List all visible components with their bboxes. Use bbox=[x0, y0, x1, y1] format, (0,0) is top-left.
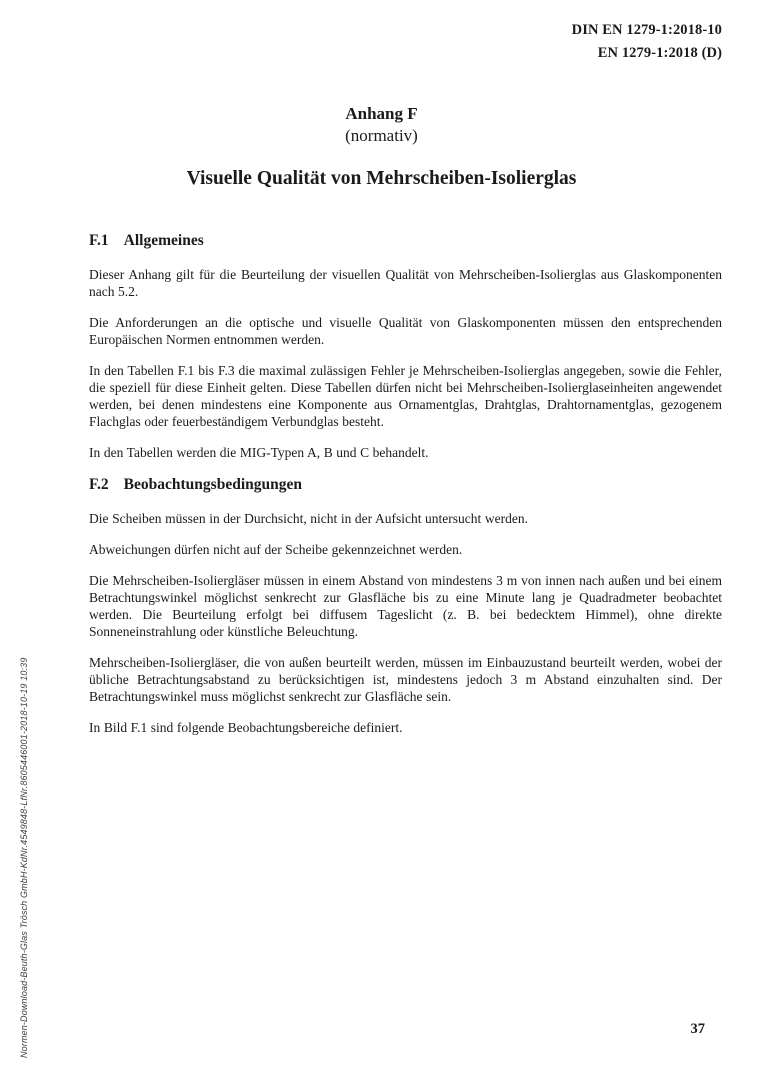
document-header bbox=[572, 19, 722, 65]
section-title: Allgemeines bbox=[123, 232, 204, 249]
paragraph: Die Scheiben müssen in der Durchsicht, nicht in der Aufsicht untersucht werden. bbox=[89, 511, 528, 526]
paragraph: In den Tabellen werden die MIG-Typen A, B und C behandelt. bbox=[89, 445, 429, 460]
page-number: 37 bbox=[690, 1021, 705, 1037]
paragraph: In Bild F.1 sind folgende Beobachtungsbereiche definiert. bbox=[89, 720, 403, 735]
paragraph: Dieser Anhang gilt für die Beurteilung der visuellen Qualität von Mehrscheiben-Isolierglas aus Glaskomponenten nach 5.2. bbox=[89, 267, 722, 299]
paragraph: Abweichungen dürfen nicht auf der Scheibe gekennzeichnet werden. bbox=[89, 542, 463, 557]
paragraph: In den Tabellen F.1 bis F.3 die maximal zulässigen Fehler je Mehrscheiben-Isolierglas angegeben, sowie die Fehler, die speziell für diese Einheit gelten. Diese Tabellen dürfen nicht bei Mehrscheiben-Isolierglaseinheiten angewendet werden, bei denen mindestens eine Komponente aus Ornamentglas, Drahtglas, Drahtornamentglas, gezogenem Flachglas oder feuerbeständigem Verbundglas besteht. bbox=[89, 363, 722, 429]
section-heading-f1 bbox=[89, 231, 722, 250]
annex-heading: Visuelle Qualität von Mehrscheiben-Isolierglas bbox=[186, 168, 577, 189]
paragraph: Die Mehrscheiben-Isoliergläser müssen in einem Abstand von mindestens 3 m von innen nach außen und bei einem Betrachtungswinkel möglichst senkrecht zur Glasfläche bis zu eine Minute lang je Quadradmeter beobachtet werden. Die Beurteilung erfolgt bei diffusem Tageslicht (z. B. bei bedecktem Himmel), ohne direkte Sonneneinstrahlung oder künstliche Beleuchtung. bbox=[89, 573, 722, 639]
paragraph: Mehrscheiben-Isoliergläser, die von außen beurteilt werden, müssen im Einbauzustand beurteilt werden, wobei der übliche Betrachtungsabstand zu berücksichtigen ist, mindestens jedoch 3 m Abstand einzuhalten sind. Der Betrachtungswinkel muss möglichst senkrecht zur Glasfläche sein. bbox=[89, 655, 722, 704]
section-number: F.1 bbox=[89, 232, 109, 249]
document-body bbox=[89, 231, 722, 750]
annex-subtitle: (normativ) bbox=[345, 126, 418, 145]
section-number: F.2 bbox=[89, 476, 109, 493]
download-watermark-sidebar: Normen-Download-Beuth-Glas Trösch GmbH-KdNr.4549848-LfNr.8605446001-2018-10-19 10:39 bbox=[19, 657, 29, 1058]
section-title: Beobachtungsbedingungen bbox=[123, 476, 302, 493]
header-standard-number: DIN EN 1279-1:2018-10 bbox=[571, 22, 722, 38]
paragraph: Die Anforderungen an die optische und visuelle Qualität von Glaskomponenten müssen den entsprechenden Europäischen Normen entnommen werden. bbox=[89, 315, 722, 347]
annex-title-block bbox=[0, 103, 763, 191]
annex-title: Anhang F bbox=[345, 104, 418, 123]
header-standard-edition: EN 1279-1:2018 (D) bbox=[597, 45, 722, 61]
section-heading-f2 bbox=[89, 475, 722, 494]
